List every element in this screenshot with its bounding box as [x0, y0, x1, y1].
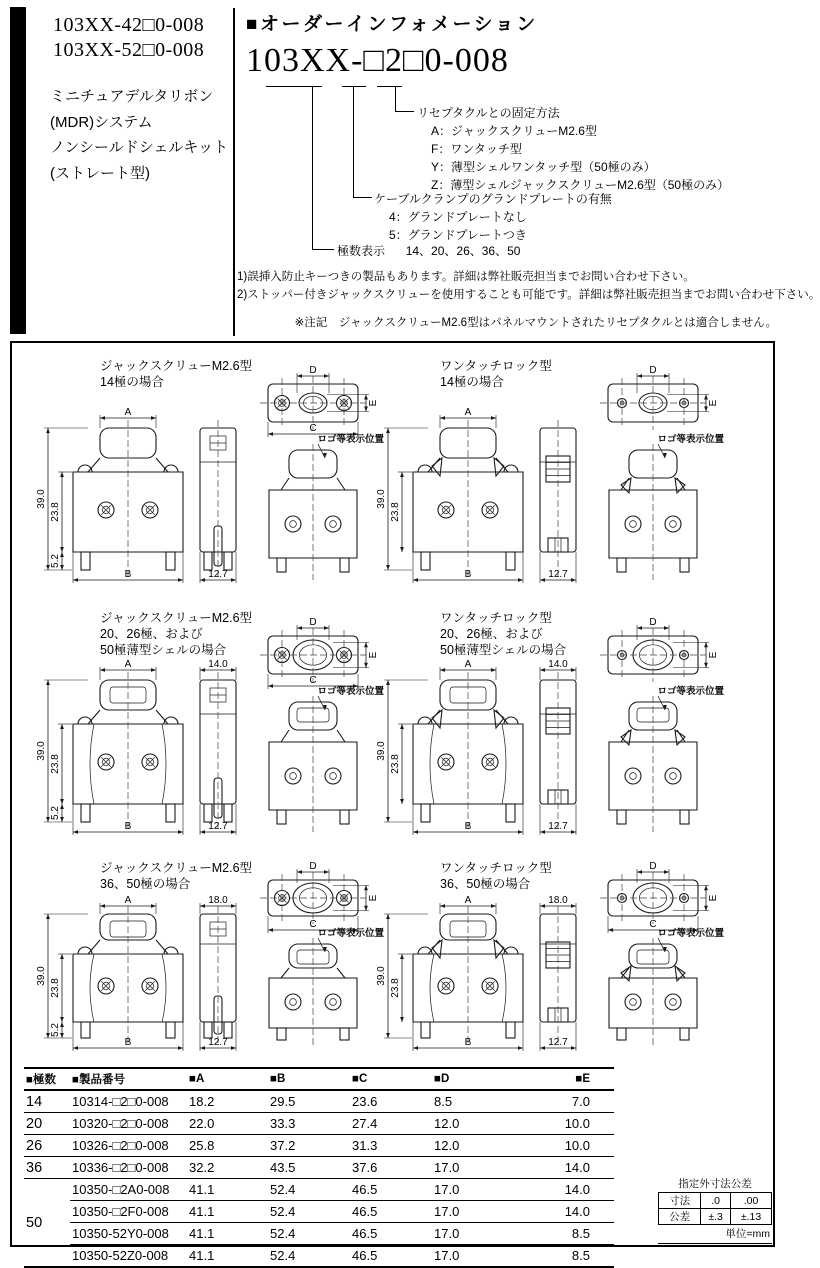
part-number-cell: 10336-□2□0-008 [70, 1157, 187, 1179]
table-row [24, 1157, 614, 1179]
tolerance-cell: ±.3 [701, 1209, 731, 1225]
dim-label: A [464, 895, 472, 906]
header-divider [233, 8, 235, 336]
dim-label: E [368, 651, 379, 659]
dim-label: B [124, 821, 132, 832]
dim-label: D [649, 365, 657, 376]
tolerance-cell: 寸法 [659, 1193, 701, 1209]
fixing-label: リセプタクルとの固定方法 [417, 106, 560, 120]
part-number-2: 103XX-52□0-008 [53, 39, 205, 61]
tree-line-fixing [395, 86, 396, 111]
dimension-table-head [24, 1068, 614, 1090]
poles-cell: 50 [24, 1179, 70, 1268]
dimension-table-body [24, 1090, 614, 1267]
product-line-3: ノンシールドシェルキット [50, 139, 229, 156]
order-part-number: 103XX-□2□0-008 [246, 42, 509, 79]
dim-value-cell: 32.2 [187, 1157, 268, 1179]
drawing-title: ワンタッチロック型 [440, 611, 552, 625]
unit-note: 単位=mm [658, 1225, 772, 1244]
fixing-option-y: Y：薄型シェルワンタッチ型（50極のみ） [431, 160, 656, 174]
dim-label: D [649, 617, 657, 628]
dim-value-cell: 37.6 [350, 1157, 432, 1179]
drawing-group-2 [368, 354, 740, 609]
drawing-onetouch-2 [368, 354, 740, 604]
column-header: ■B [268, 1068, 350, 1090]
dim-label: 39.0 [376, 489, 387, 509]
drawing-onetouch-6 [368, 856, 740, 1061]
dim-value-cell: 41.1 [187, 1245, 268, 1268]
drawing-title: 50極薄型シェルの場合 [440, 643, 567, 657]
part-number-cell: 10350-52Y0-008 [70, 1223, 187, 1245]
drawing-title: ジャックスクリューM2.6型 [100, 861, 253, 875]
dim-label: 23.8 [50, 502, 61, 522]
column-header: ■製品番号 [70, 1068, 187, 1090]
dim-value-cell: 46.5 [350, 1245, 432, 1268]
dim-label: D [649, 861, 657, 872]
fixing-option-f: F：ワンタッチ型 [431, 142, 522, 156]
poles-values: 14、20、26、36、50 [405, 244, 521, 258]
table-row [24, 1179, 614, 1201]
dim-value-cell: 22.0 [187, 1113, 268, 1135]
part-number-block [53, 13, 204, 63]
dim-label: 14.0 [548, 659, 568, 670]
drawing-title: ワンタッチロック型 [440, 861, 552, 875]
dim-value-cell: 17.0 [432, 1245, 513, 1268]
ground-option-5: 5：グランドプレートつき [389, 228, 527, 242]
dim-value-cell: 52.4 [268, 1201, 350, 1223]
dim-value-cell: 27.4 [350, 1113, 432, 1135]
dim-value-cell: 7.0 [513, 1090, 614, 1113]
table-row [24, 1090, 614, 1113]
tree-underline-ground [342, 86, 366, 87]
tree-line-ground [353, 86, 354, 197]
poles-label: 極数表示 [337, 244, 386, 258]
dim-label: 18.0 [548, 895, 568, 906]
dim-value-cell: 52.4 [268, 1245, 350, 1268]
dim-value-cell: 29.5 [268, 1090, 350, 1113]
drawing-onetouch-4 [368, 606, 740, 856]
dim-value-cell: 43.5 [268, 1157, 350, 1179]
dimension-table [24, 1067, 614, 1268]
dim-value-cell: 41.1 [187, 1179, 268, 1201]
drawing-title: 20、26極、および [440, 627, 543, 641]
logo-position-label: ロゴ等表示位置 [657, 686, 724, 697]
dim-value-cell: 12.0 [432, 1113, 513, 1135]
dim-label: E [708, 651, 719, 659]
dim-label: C [309, 423, 317, 434]
column-header: ■E [513, 1068, 614, 1090]
dim-value-cell: 8.5 [432, 1090, 513, 1113]
dim-label: 12.7 [208, 569, 228, 580]
table-row [24, 1135, 614, 1157]
product-line-4: (ストレート型) [50, 164, 150, 182]
dim-label: 23.8 [390, 754, 401, 774]
tree-underline-poles [266, 86, 322, 87]
dim-label: B [464, 569, 472, 580]
dim-value-cell: 31.3 [350, 1135, 432, 1157]
logo-position-label: ロゴ等表示位置 [317, 686, 384, 697]
poles-cell: 36 [24, 1157, 70, 1179]
dim-value-cell: 18.2 [187, 1090, 268, 1113]
dim-label: 5.2 [50, 554, 61, 568]
dim-label: 5.2 [50, 806, 61, 820]
drawing-title: 36、50極の場合 [440, 877, 531, 891]
dim-value-cell: 12.0 [432, 1135, 513, 1157]
drawing-group-4 [368, 606, 740, 861]
ground-label: ケーブルクランプのグランドプレートの有無 [374, 192, 612, 206]
product-description [50, 84, 228, 186]
fixing-option-a: A：ジャックスクリューM2.6型 [431, 124, 597, 138]
tolerance-cell: 公差 [659, 1209, 701, 1225]
table-row [24, 1223, 614, 1245]
tree-elbow-poles [312, 249, 334, 250]
note-2: 2)ストッパー付きジャックスクリューを使用することも可能です。詳細は弊社販売担当までお問い合わせ下さい。 [237, 288, 820, 301]
column-header: ■D [432, 1068, 513, 1090]
dim-value-cell: 8.5 [513, 1223, 614, 1245]
drawing-title: 50極薄型シェルの場合 [100, 643, 227, 657]
side-index-bar [10, 7, 26, 334]
tree-line-poles [312, 86, 313, 249]
dim-value-cell: 17.0 [432, 1223, 513, 1245]
dim-value-cell: 41.1 [187, 1201, 268, 1223]
dim-label: E [368, 399, 379, 407]
dim-label: 12.7 [208, 1037, 228, 1048]
caution-note: ※注記 ジャックスクリューM2.6型はパネルマウントされたリセプタクルとは適合しません。 [294, 317, 777, 329]
poles-row [337, 242, 520, 259]
notes-block [237, 269, 820, 304]
dim-label: 39.0 [36, 966, 47, 986]
dim-label: D [309, 617, 317, 628]
drawing-title: ワンタッチロック型 [440, 359, 552, 373]
dim-value-cell: 25.8 [187, 1135, 268, 1157]
poles-cell: 26 [24, 1135, 70, 1157]
dim-label: 39.0 [376, 741, 387, 761]
part-number-cell: 10350-52Z0-008 [70, 1245, 187, 1268]
dim-value-cell: 14.0 [513, 1157, 614, 1179]
drawing-jackscrew-5 [28, 856, 400, 1061]
dim-value-cell: 33.3 [268, 1113, 350, 1135]
dim-value-cell: 46.5 [350, 1223, 432, 1245]
logo-position-label: ロゴ等表示位置 [657, 434, 724, 445]
logo-position-label: ロゴ等表示位置 [317, 434, 384, 445]
dim-label: E [708, 399, 719, 407]
poles-cell: 20 [24, 1113, 70, 1135]
product-line-1: ミニチュアデルタリボン [50, 88, 214, 105]
dim-label: 23.8 [390, 978, 401, 998]
table-row [24, 1245, 614, 1268]
poles-cell: 14 [24, 1090, 70, 1113]
dim-value-cell: 17.0 [432, 1157, 513, 1179]
table-row [24, 1201, 614, 1223]
drawing-group-5 [28, 856, 400, 1066]
drawing-title: 14極の場合 [440, 375, 504, 389]
order-info-heading: ■オーダーインフォメーション [246, 14, 538, 35]
dim-label: 18.0 [208, 895, 228, 906]
drawing-title: ジャックスクリューM2.6型 [100, 611, 253, 625]
dim-value-cell: 52.4 [268, 1223, 350, 1245]
dim-label: 12.7 [548, 1037, 568, 1048]
part-number-cell: 10350-□2A0-008 [70, 1179, 187, 1201]
dim-label: 23.8 [50, 754, 61, 774]
dim-label: B [464, 821, 472, 832]
dim-value-cell: 37.2 [268, 1135, 350, 1157]
dim-value-cell: 14.0 [513, 1201, 614, 1223]
part-number-cell: 10326-□2□0-008 [70, 1135, 187, 1157]
dim-label: 12.7 [208, 821, 228, 832]
dim-label: 23.8 [390, 502, 401, 522]
dim-value-cell: 17.0 [432, 1179, 513, 1201]
dim-label: B [124, 569, 132, 580]
tree-elbow-ground [353, 197, 372, 198]
tree-elbow-fixing [395, 111, 414, 112]
dim-value-cell: 52.4 [268, 1179, 350, 1201]
dim-label: E [708, 894, 719, 902]
dim-label: A [124, 407, 132, 418]
dim-value-cell: 46.5 [350, 1179, 432, 1201]
column-header: ■A [187, 1068, 268, 1090]
dim-value-cell: 8.5 [513, 1245, 614, 1268]
dim-label: 23.8 [50, 978, 61, 998]
note-1: 1)誤挿入防止キーつきの製品もあります。詳細は弊社販売担当までお問い合わせ下さい。 [237, 271, 695, 283]
dim-label: 14.0 [208, 659, 228, 670]
fixing-option-z: Z：薄型シェルジャックスクリューM2.6型（50極のみ） [431, 178, 730, 192]
tolerance-cell: ±.13 [731, 1209, 772, 1225]
dim-label: 12.7 [548, 569, 568, 580]
dim-label: A [464, 407, 472, 418]
drawing-group-1 [28, 354, 400, 609]
product-line-2: (MDR)システム [50, 113, 153, 131]
dim-label: D [309, 365, 317, 376]
drawing-jackscrew-1 [28, 354, 400, 604]
logo-position-label: ロゴ等表示位置 [657, 928, 724, 939]
table-row [24, 1113, 614, 1135]
column-header: ■C [350, 1068, 432, 1090]
dim-value-cell: 14.0 [513, 1179, 614, 1201]
dim-label: C [309, 675, 317, 686]
dim-value-cell: 10.0 [513, 1135, 614, 1157]
drawing-group-6 [368, 856, 740, 1066]
dim-label: D [309, 861, 317, 872]
dim-label: 39.0 [36, 741, 47, 761]
tolerance-title: 指定外寸法公差 [678, 1178, 752, 1190]
tree-underline-fixing [377, 86, 402, 87]
dim-label: B [464, 1037, 472, 1048]
dim-label: 39.0 [36, 489, 47, 509]
drawing-group-3 [28, 606, 400, 861]
drawing-title: 36、50極の場合 [100, 877, 191, 891]
drawing-title: 14極の場合 [100, 375, 164, 389]
part-number-cell: 10314-□2□0-008 [70, 1090, 187, 1113]
ground-option-4: 4：グランドプレートなし [389, 210, 527, 224]
dim-label: 12.7 [548, 821, 568, 832]
logo-position-label: ロゴ等表示位置 [317, 928, 384, 939]
tolerance-cell: .00 [731, 1193, 772, 1209]
dim-value-cell: 17.0 [432, 1201, 513, 1223]
dim-value-cell: 41.1 [187, 1223, 268, 1245]
dim-label: C [309, 919, 317, 930]
column-header: ■極数 [24, 1068, 70, 1090]
tolerance-table [658, 1176, 772, 1244]
dim-label: A [124, 659, 132, 670]
part-number-cell: 10350-□2F0-008 [70, 1201, 187, 1223]
dim-value-cell: 23.6 [350, 1090, 432, 1113]
drawing-title: 20、26極、および [100, 627, 203, 641]
drawing-jackscrew-3 [28, 606, 400, 856]
drawing-title: ジャックスクリューM2.6型 [100, 359, 253, 373]
dim-value-cell: 10.0 [513, 1113, 614, 1135]
dim-label: 5.2 [50, 1023, 61, 1037]
part-number-1: 103XX-42□0-008 [53, 14, 205, 36]
dim-value-cell: 46.5 [350, 1201, 432, 1223]
dim-label: 39.0 [376, 966, 387, 986]
dim-label: A [124, 895, 132, 906]
dim-label: E [368, 894, 379, 902]
tolerance-cell: .0 [701, 1193, 731, 1209]
part-number-cell: 10320-□2□0-008 [70, 1113, 187, 1135]
dim-label: C [649, 919, 657, 930]
dim-label: A [464, 659, 472, 670]
dim-label: B [124, 1037, 132, 1048]
